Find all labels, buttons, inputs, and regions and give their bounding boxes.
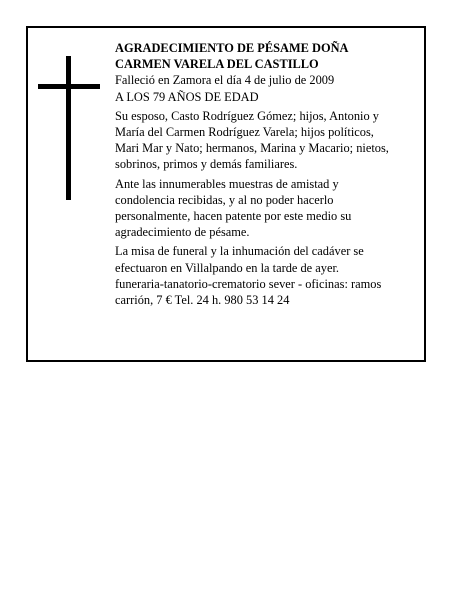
thanks-line-1: Ante las innumerables muestras de amistad y [115,176,339,191]
family-paragraph [115,108,420,173]
funeral-paragraph [115,243,420,275]
family-line-2: María del Carmen Rodríguez Varela; hijos políticos, [115,125,374,140]
thanks-paragraph [115,176,420,241]
thanks-line-3: personalmente, hacen patente por este medio su [115,209,352,224]
death-info: Falleció en Zamora el día 4 de julio de 2009 [115,73,335,88]
contact-line-1: funeraria-tanatorio-crematorio sever - oficinas: ramos [115,276,382,291]
funeral-line-1: La misa de funeral y la inhumación del cadáver se [115,244,364,259]
family-line-3: Mari Mar y Nato; hermanos, Marina y Macario; nietos, [115,141,389,156]
age-line: A LOS 79 AÑOS DE EDAD [115,89,259,104]
cross-icon [38,56,100,200]
contact-paragraph [115,276,420,308]
thanks-line-2: condolencia recibidas, y al no poder hacerlo [115,192,334,207]
cross-horizontal-bar [38,84,100,89]
family-line-4: sobrinos, primos y demás familiares. [115,157,298,172]
contact-line-2: carrión, 7 € Tel. 24 h. 980 53 14 24 [115,293,290,308]
notice-title [115,40,420,72]
thanks-line-4: agradecimiento de pésame. [115,225,250,240]
notice-text [115,40,420,308]
title-line-1: AGRADECIMIENTO DE PÉSAME DOÑA [115,41,349,55]
funeral-line-2: efectuaron en Villalpando en la tarde de ayer. [115,260,340,275]
cross-vertical-bar [66,56,71,200]
obituary-notice [26,26,426,362]
family-line-1: Su esposo, Casto Rodríguez Gómez; hijos, Antonio y [115,108,379,123]
title-line-2: CARMEN VARELA DEL CASTILLO [115,57,319,72]
